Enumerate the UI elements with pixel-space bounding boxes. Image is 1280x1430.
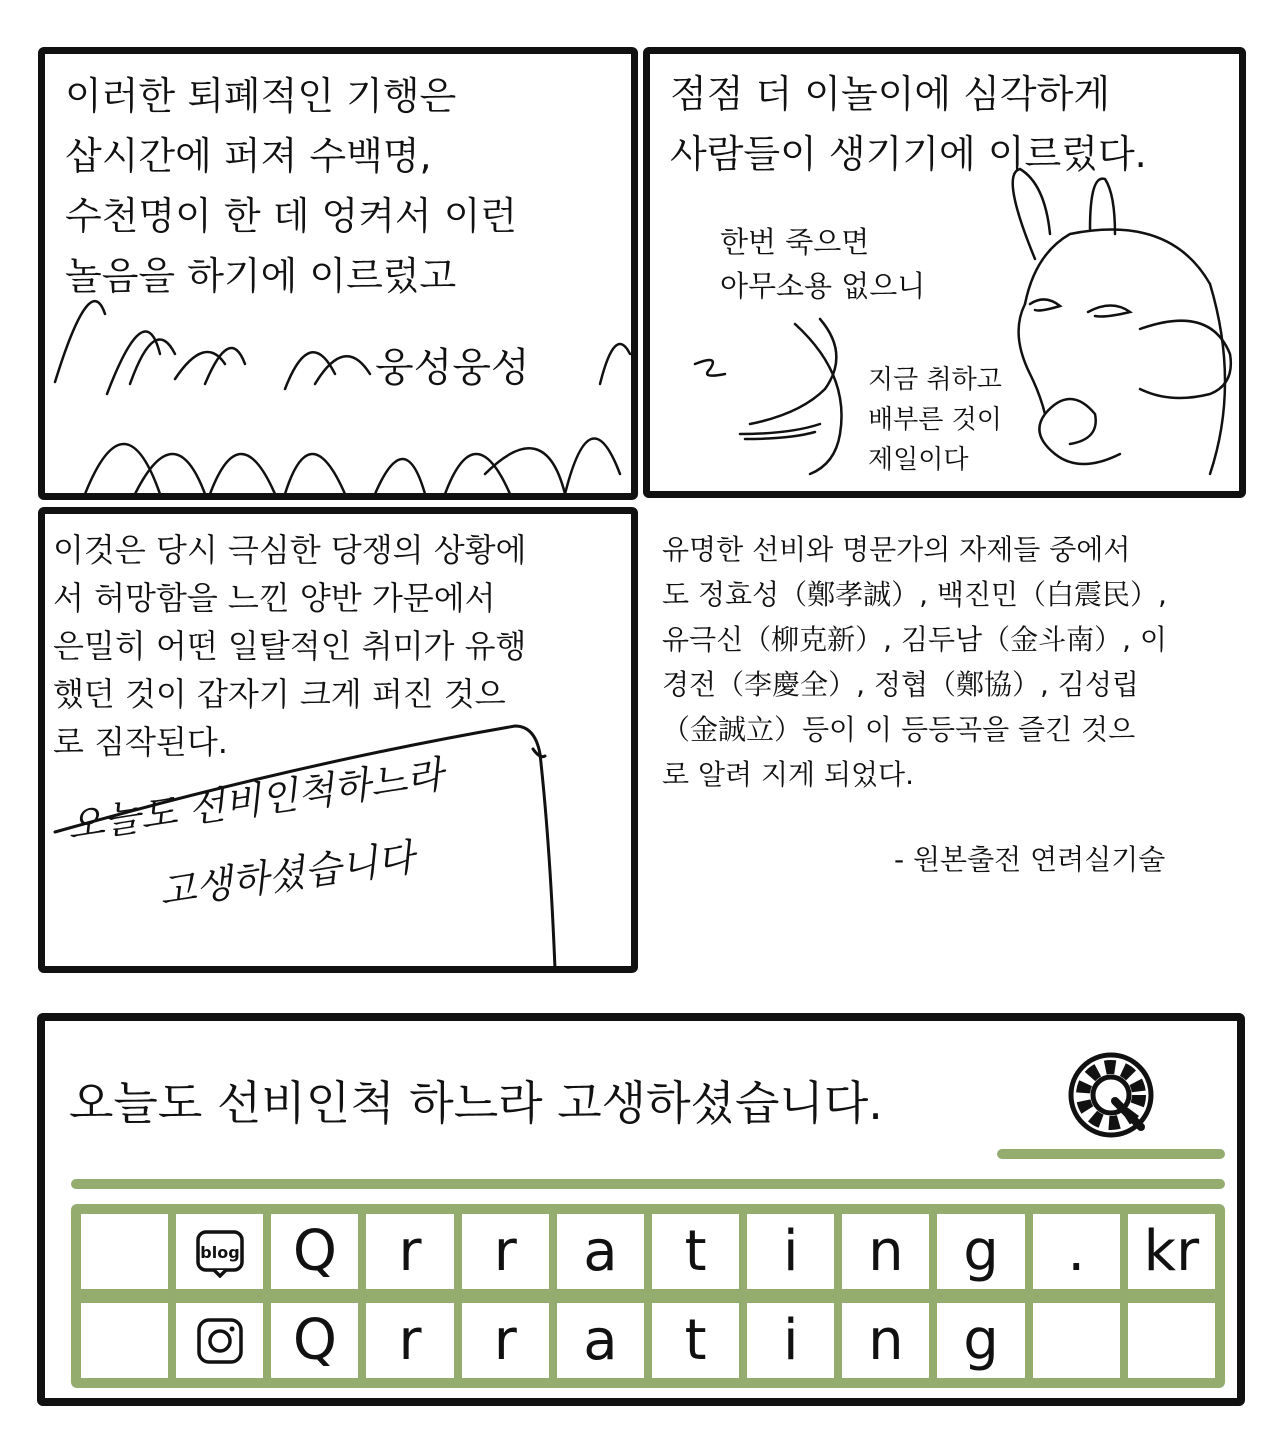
handwritten-line-2: 고생하셨습니다 xyxy=(156,835,417,915)
grid-cell-icon[interactable] xyxy=(176,1214,263,1289)
grid-cell: Q xyxy=(271,1214,358,1289)
grid-cell: g xyxy=(937,1214,1024,1289)
grid-cell: r xyxy=(366,1214,453,1289)
grid-cell: a xyxy=(557,1214,644,1289)
narration-text: 유명한 선비와 명문가의 자제들 중에서 도 정효성（鄭孝誠）, 백진민（白震民）, 유극신（柳克新）, 김두남（金斗南）, 이 경전（李慶全）, 정협（鄭協）, 김성립 （金誠立）등이 이 등등곡을 즐긴 것으 로 알려 지게 되었다. xyxy=(662,533,1167,791)
blog-icon xyxy=(194,1226,246,1278)
grid-cell: n xyxy=(842,1214,929,1289)
grid-cell: i xyxy=(747,1303,834,1378)
handwritten-line-1: 오늘도 선비인척하느라 xyxy=(64,752,446,849)
grid-cell xyxy=(81,1214,168,1289)
grid-cell xyxy=(1033,1303,1120,1378)
sfx-text: 웅성웅성 xyxy=(375,345,530,391)
panel-history xyxy=(38,507,638,973)
narration-text: 이것은 당시 극심한 당쟁의 상황에 서 허망함을 느낀 양반 가문에서 은밀히 어떤 일탈적인 취미가 유행 했던 것이 갑자기 크게 퍼진 것으 로 짐작된다. xyxy=(53,531,527,761)
divider-line-short xyxy=(997,1149,1225,1159)
instagram-icon xyxy=(194,1315,246,1367)
q-logo-icon xyxy=(1065,1049,1157,1141)
grid-cell: t xyxy=(652,1303,739,1378)
grid-cell xyxy=(81,1303,168,1378)
grid-cell: r xyxy=(462,1214,549,1289)
panel-source-text xyxy=(662,527,1242,797)
svg-text:blog: blog xyxy=(200,1242,240,1262)
grid-cell: n xyxy=(842,1303,929,1378)
grid-cell: i xyxy=(747,1214,834,1289)
speech-bubble-1: 한번 죽으면 아무소용 없으니 xyxy=(720,225,926,303)
crowd-illustration xyxy=(45,54,631,494)
grid-cell: a xyxy=(557,1303,644,1378)
grid-cell: t xyxy=(652,1214,739,1289)
letter-grid xyxy=(71,1204,1225,1388)
grid-cell xyxy=(1128,1303,1215,1378)
grid-cell: r xyxy=(366,1303,453,1378)
speech-bubble-2: 지금 취하고 배부른 것이 제일이다 xyxy=(868,365,1002,475)
grid-cell: r xyxy=(462,1303,549,1378)
panel-character xyxy=(643,47,1246,498)
divider-line-long xyxy=(71,1179,1225,1189)
paper-sheet-drawing xyxy=(45,514,631,966)
grid-cell: Q xyxy=(271,1303,358,1378)
panel-crowd xyxy=(38,47,638,500)
grid-cell: . xyxy=(1033,1214,1120,1289)
narration-text: 점점 더 이놀이에 심각하게 사람들이 생기기에 이르렀다. xyxy=(670,72,1147,176)
grid-cell: k r xyxy=(1128,1214,1215,1289)
grid-cell-icon[interactable] xyxy=(176,1303,263,1378)
panel-closing xyxy=(37,1013,1245,1406)
source-citation: - 원본출전 연려실기술 xyxy=(894,843,1166,876)
narration-text: 이러한 퇴폐적인 기행은 삽시간에 퍼져 수백명, 수천명이 한 데 엉켜서 이런 놀음을 하기에 이르렀고 xyxy=(65,74,518,298)
closing-message: 오늘도 선비인척 하느라 고생하셨습니다. xyxy=(69,1076,883,1130)
grid-cell: g xyxy=(937,1303,1024,1378)
